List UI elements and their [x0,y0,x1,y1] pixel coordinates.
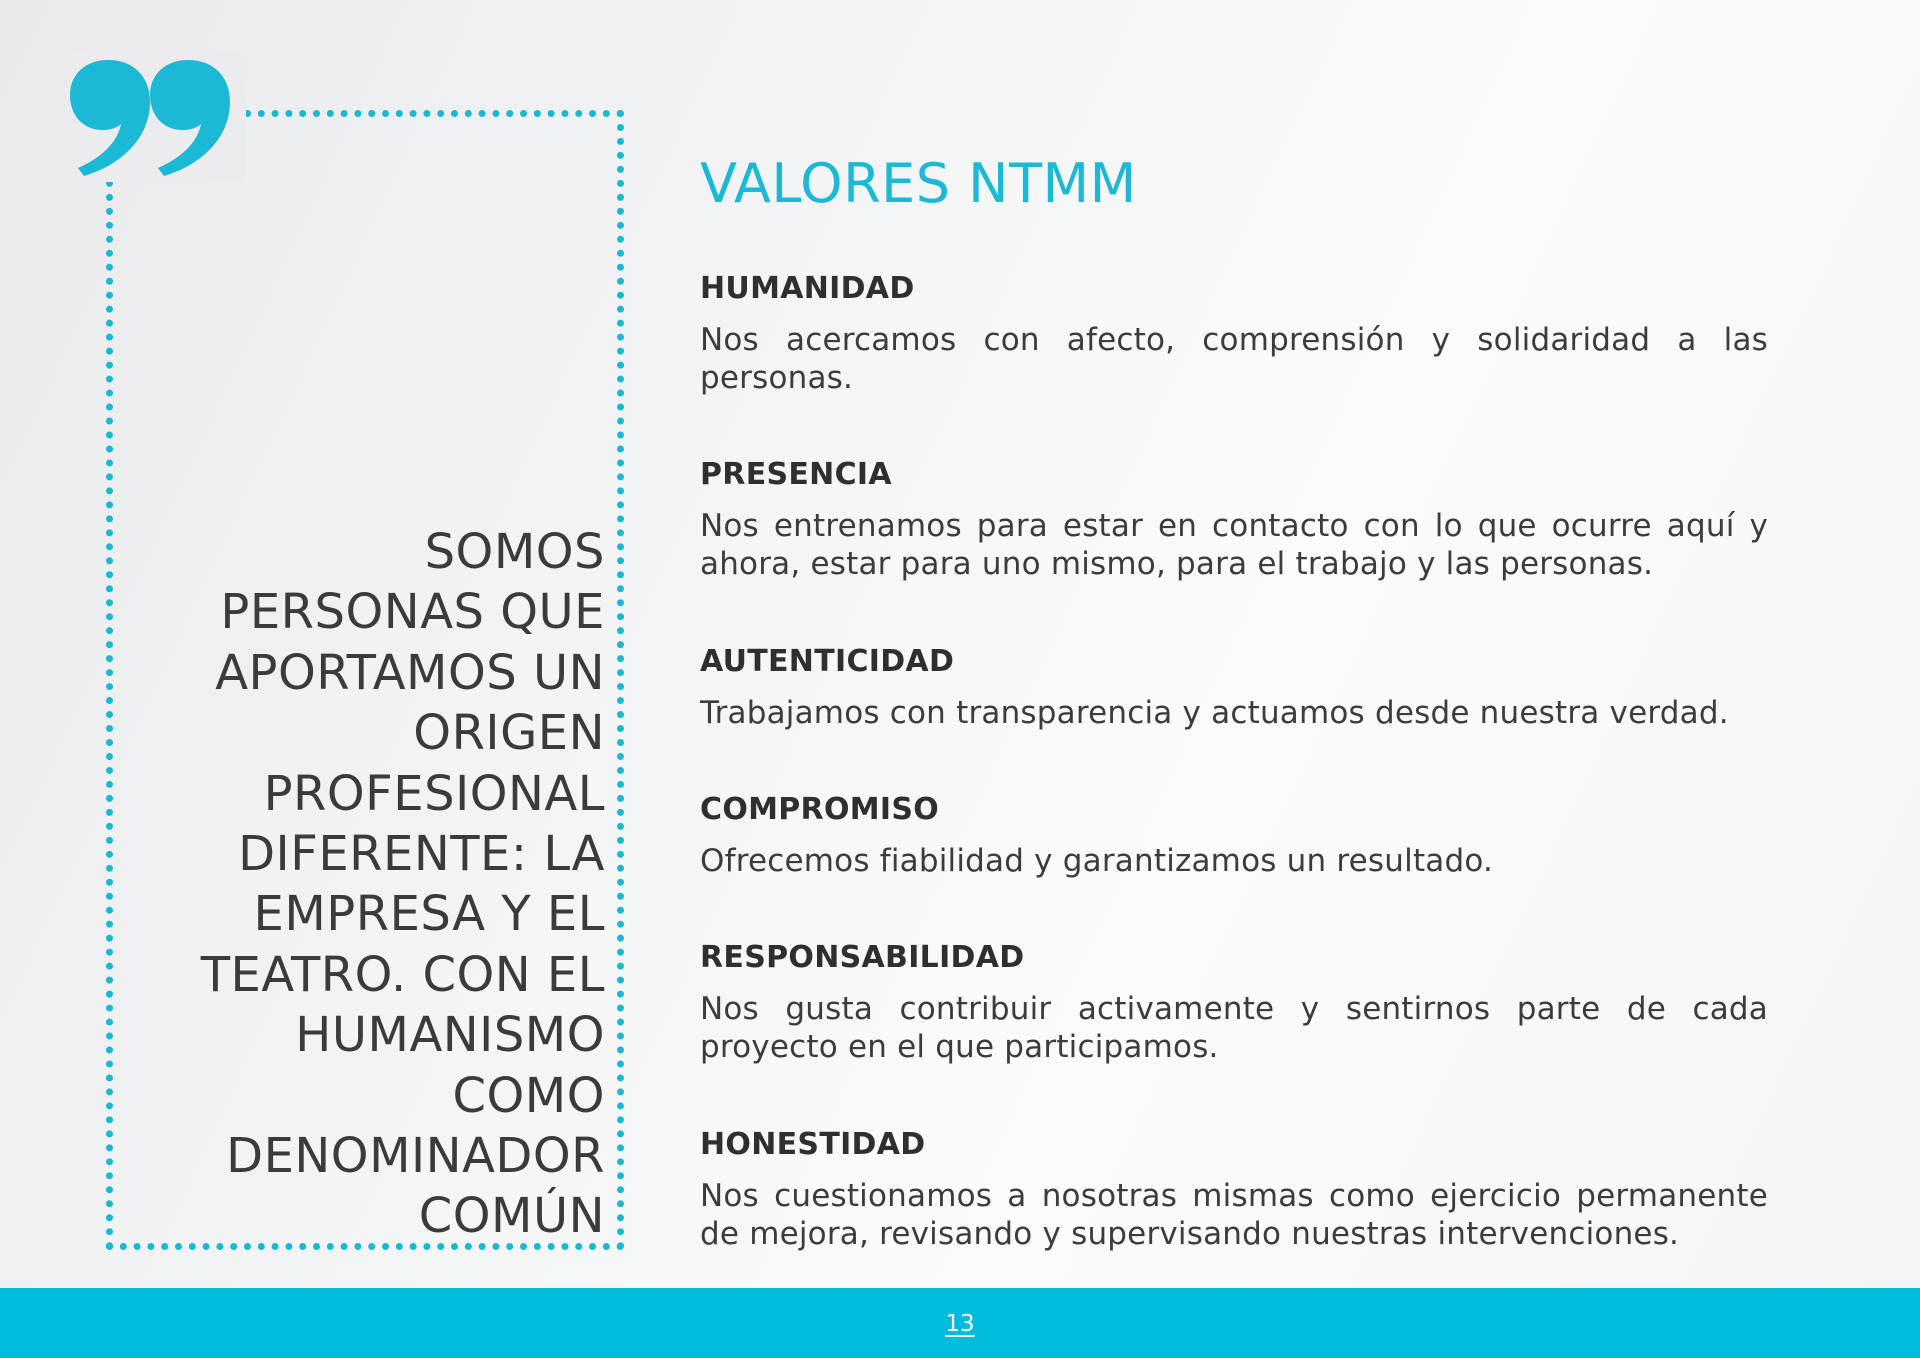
page-number: 13 [945,1311,975,1337]
value-item-autenticidad [700,643,1768,732]
value-description: Nos acercamos con afecto, comprensión y solidaridad a las personas. [700,322,1768,396]
pull-quote: SOMOS PERSONAS QUE APORTAMOS UN ORIGEN PROFESIONAL DIFERENTE: LA EMPRESA Y EL TEATRO. CON EL HUMANISMO COMO DENOMINADOR COMÚN [200,524,605,1245]
value-description: Ofrecemos fiabilidad y garantizamos un resultado. [700,843,1494,879]
page-title: VALORES NTMM [700,152,1137,215]
value-description: Nos entrenamos para estar en contacto con lo que ocurre aquí y ahora, estar para uno mismo, para el trabajo y las personas. [700,508,1768,582]
value-item-humanidad [700,270,1768,397]
footer-bar [0,1288,1920,1358]
value-item-honestidad [700,1126,1768,1253]
value-title: PRESENCIA [700,457,892,492]
value-description: Nos gusta contribuir activamente y sentirnos parte de cada proyecto en el que participamos. [700,991,1768,1065]
quote-mark-icon [66,52,246,182]
value-title: RESPONSABILIDAD [700,940,1025,975]
value-title: AUTENTICIDAD [700,644,955,679]
value-item-responsabilidad [700,939,1768,1066]
value-item-compromiso [700,791,1768,880]
value-item-presencia [700,456,1768,583]
value-title: HONESTIDAD [700,1127,926,1162]
value-title: COMPROMISO [700,792,940,827]
value-description: Trabajamos con transparencia y actuamos desde nuestra verdad. [700,695,1729,731]
value-title: HUMANIDAD [700,271,915,306]
value-description: Nos cuestionamos a nosotras mismas como ejercicio permanente de mejora, revisando y supervisando nuestras intervenciones. [700,1178,1768,1252]
